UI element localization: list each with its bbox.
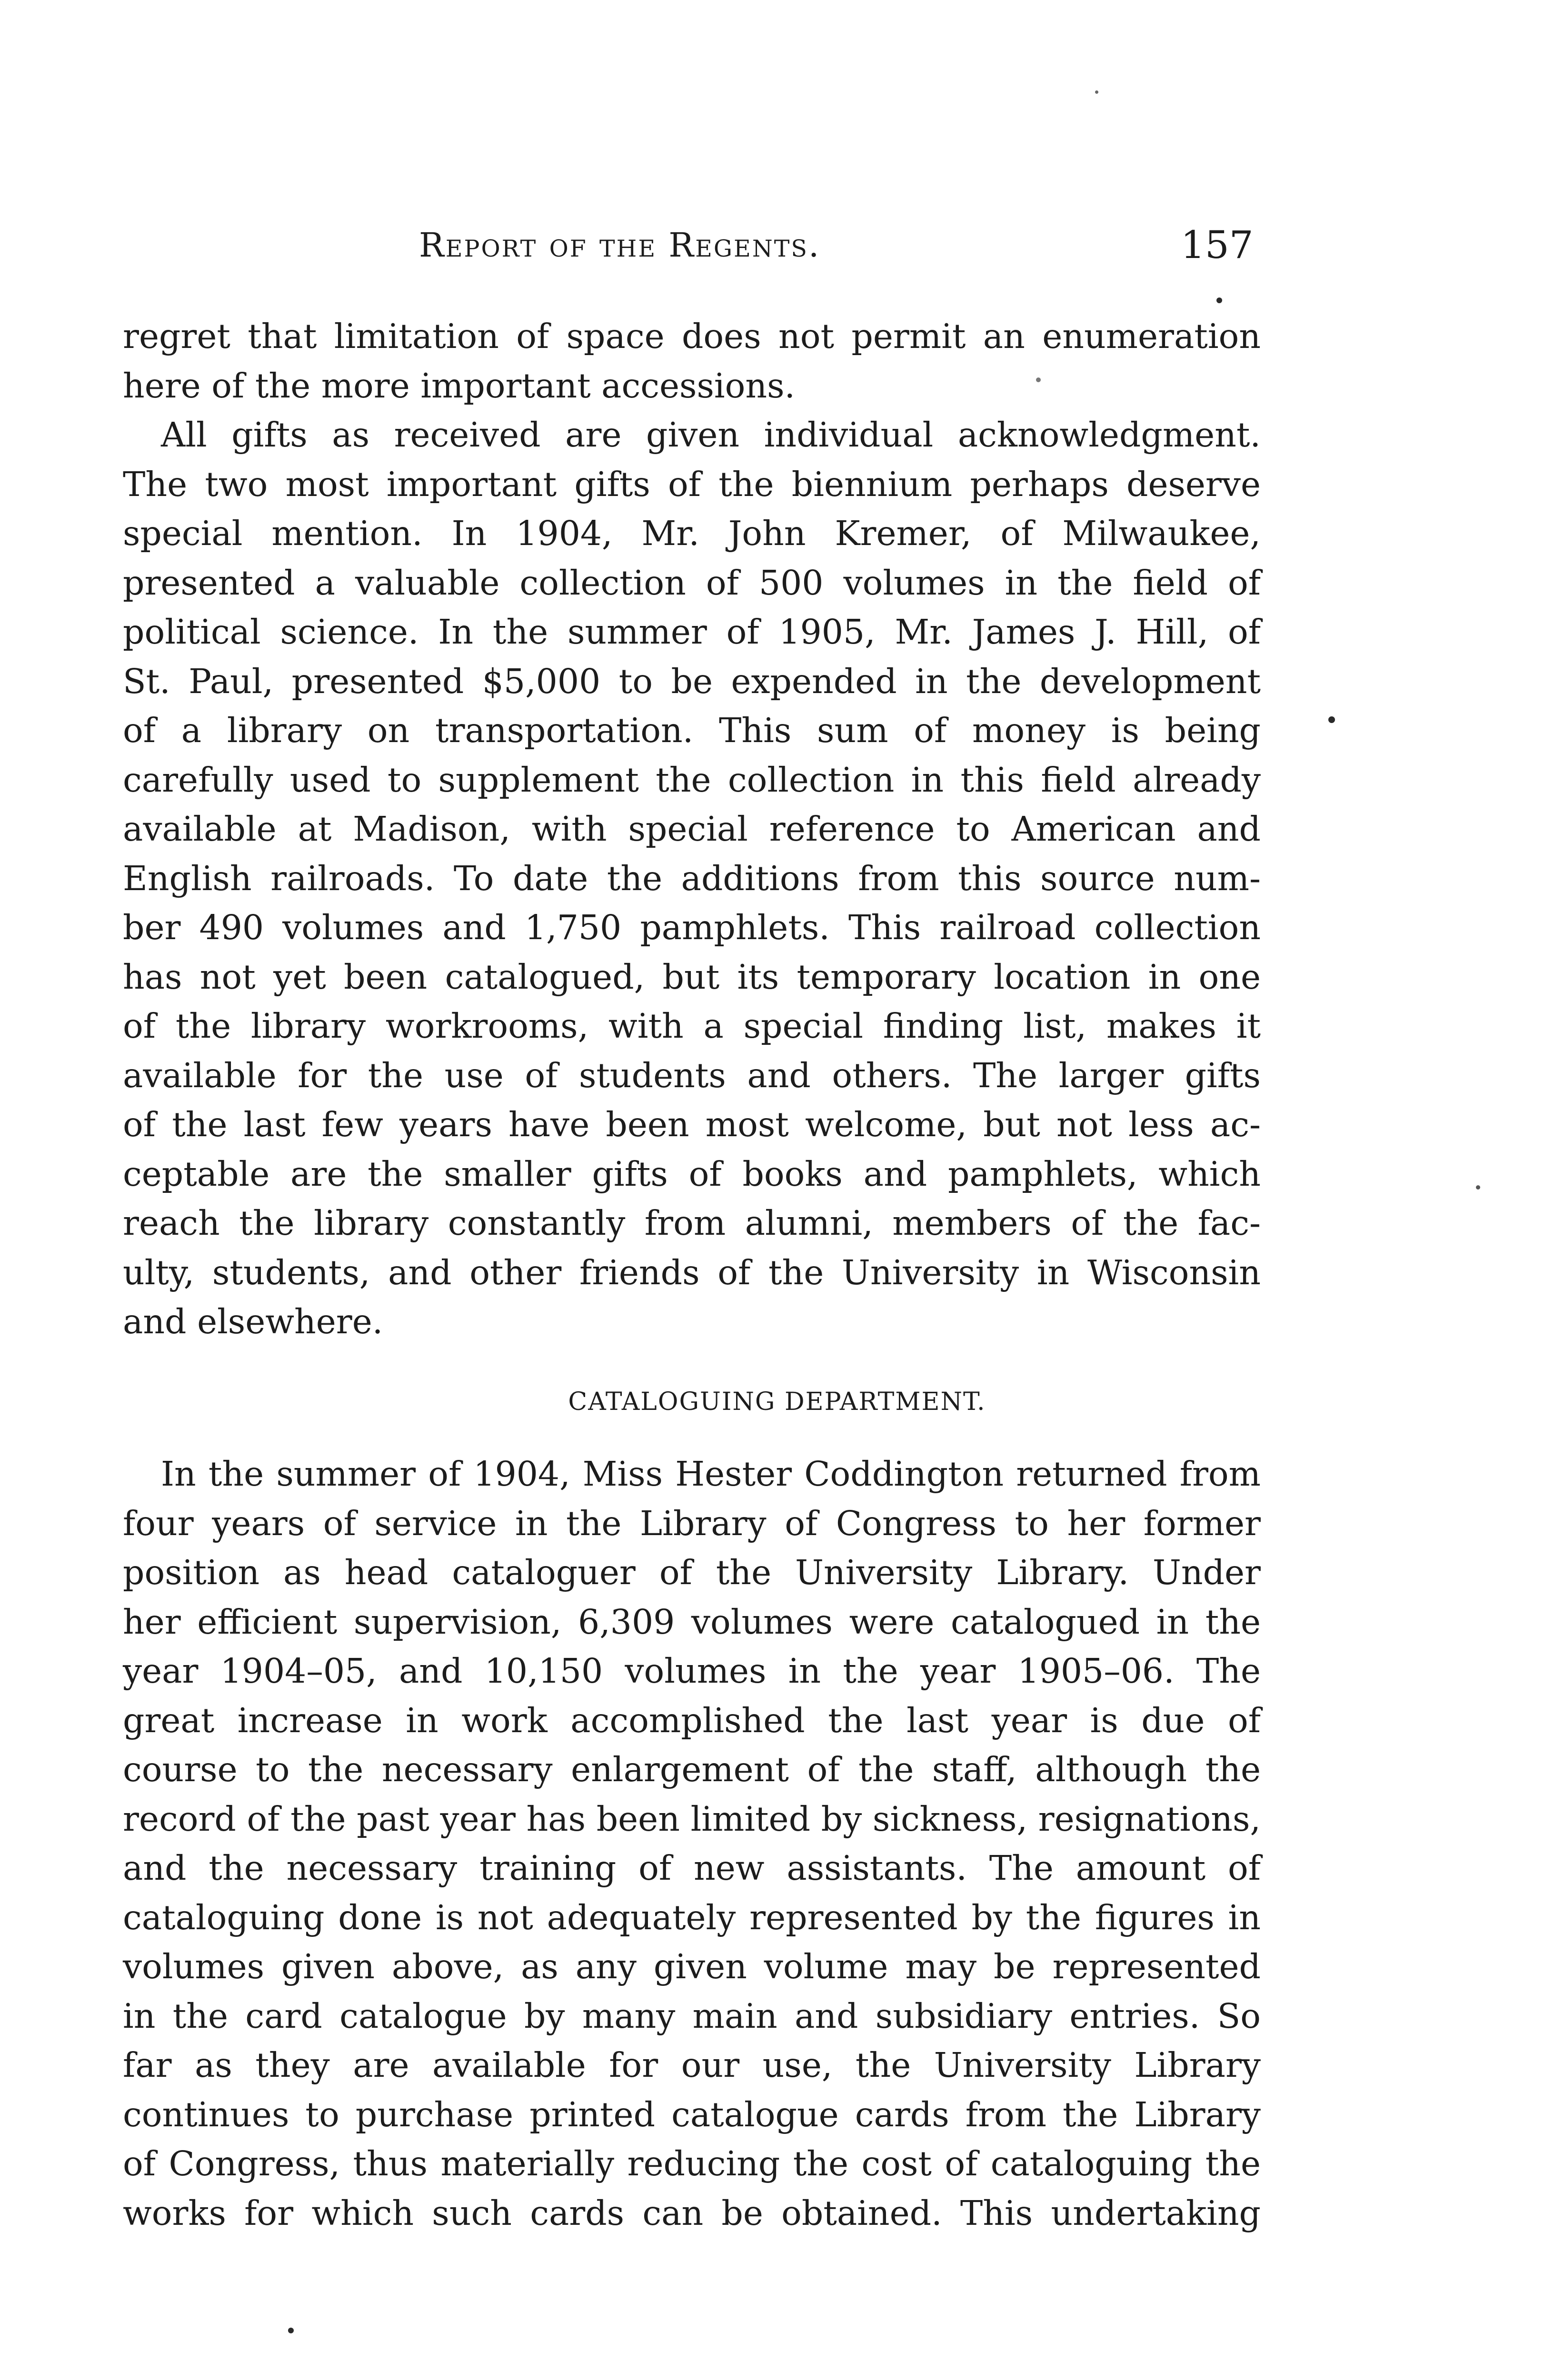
scan-speck xyxy=(1036,377,1041,382)
text-line: and the necessary training of new assistants. The amount of xyxy=(123,1848,1261,1888)
text-line: ulty, students, and other friends of the University in Wisconsin xyxy=(123,1252,1261,1292)
text-line: works for which such cards can be obtained. This undertaking xyxy=(123,2193,1261,2233)
text-line: of the last few years have been most welcome, but not less ac- xyxy=(123,1105,1261,1144)
section-heading: CATALOGUING DEPARTMENT. xyxy=(568,1388,986,1416)
running-title: Report of the Regents. xyxy=(419,226,821,265)
scan-speck xyxy=(1095,90,1098,94)
text-line: volumes given above, as any given volume may be represented xyxy=(123,1947,1261,1986)
scan-speck xyxy=(288,2328,294,2333)
page-number: 157 xyxy=(1181,223,1254,267)
text-line: In the summer of 1904, Miss Hester Coddington returned from xyxy=(161,1454,1261,1494)
paragraph-cataloguing xyxy=(123,1449,1261,2238)
text-line: great increase in work accomplished the last year is due of xyxy=(123,1700,1261,1740)
text-line: cataloguing done is not adequately represented by the figures in xyxy=(123,1897,1261,1937)
text-line: available at Madison, with special reference to American and xyxy=(123,809,1261,849)
scan-speck xyxy=(1328,716,1335,723)
text-line: ceptable are the smaller gifts of books and pamphlets, which xyxy=(123,1154,1261,1194)
text-line: political science. In the summer of 1905, Mr. James J. Hill, of xyxy=(123,612,1261,652)
text-line: four years of service in the Library of Congress to her former xyxy=(123,1503,1261,1543)
text-line: All gifts as received are given individual acknowledgment. xyxy=(161,415,1261,455)
text-block-upper xyxy=(123,312,1261,1347)
text-line: record of the past year has been limited by sickness, resignations, xyxy=(123,1799,1261,1839)
text-line: in the card catalogue by many main and subsidiary entries. So xyxy=(123,1996,1261,2036)
scan-speck xyxy=(1476,1185,1480,1190)
text-line: position as head cataloguer of the University Library. Under xyxy=(123,1553,1261,1592)
text-line: carefully used to supplement the collection in this field already xyxy=(123,760,1261,800)
text-line: year 1904–05, and 10,150 volumes in the year 1905–06. The xyxy=(123,1651,1261,1691)
text-line: far as they are available for our use, the University Library xyxy=(123,2045,1261,2085)
text-line: St. Paul, presented $5,000 to be expended in the development xyxy=(123,661,1261,701)
text-line: The two most important gifts of the biennium perhaps deserve xyxy=(123,464,1261,504)
text-line: her efficient supervision, 6,309 volumes were catalogued in the xyxy=(123,1602,1261,1642)
text-line: of Congress, thus materially reducing the cost of cataloguing the xyxy=(123,2144,1261,2183)
text-line: English railroads. To date the additions from this source num- xyxy=(123,858,1261,898)
text-line: continues to purchase printed catalogue cards from the Library xyxy=(123,2094,1261,2134)
text-line: of a library on transportation. This sum of money is being xyxy=(123,711,1261,750)
text-line: regret that limitation of space does not permit an enumeration xyxy=(123,317,1261,356)
text-line: special mention. In 1904, Mr. John Kremer, of Milwaukee, xyxy=(123,514,1261,553)
text-line: ber 490 volumes and 1,750 pamphlets. This railroad collection xyxy=(123,908,1261,947)
text-line: available for the use of students and others. The larger gifts xyxy=(123,1055,1261,1095)
text-line: and elsewhere. xyxy=(123,1302,383,1341)
paragraph-gifts xyxy=(123,410,1261,1347)
scan-speck xyxy=(1216,298,1222,303)
paragraph-continuation xyxy=(123,312,1261,410)
text-line: course to the necessary enlargement of the staff, although the xyxy=(123,1750,1261,1789)
text-line: of the library workrooms, with a special finding list, makes it xyxy=(123,1006,1261,1046)
text-line: here of the more important accessions. xyxy=(123,366,796,406)
running-head xyxy=(0,217,1554,274)
text-line: has not yet been catalogued, but its temporary location in one xyxy=(123,957,1261,997)
text-line: presented a valuable collection of 500 volumes in the field of xyxy=(123,563,1261,603)
text-block-lower xyxy=(123,1449,1261,2238)
text-line: reach the library constantly from alumni, members of the fac- xyxy=(123,1203,1261,1243)
